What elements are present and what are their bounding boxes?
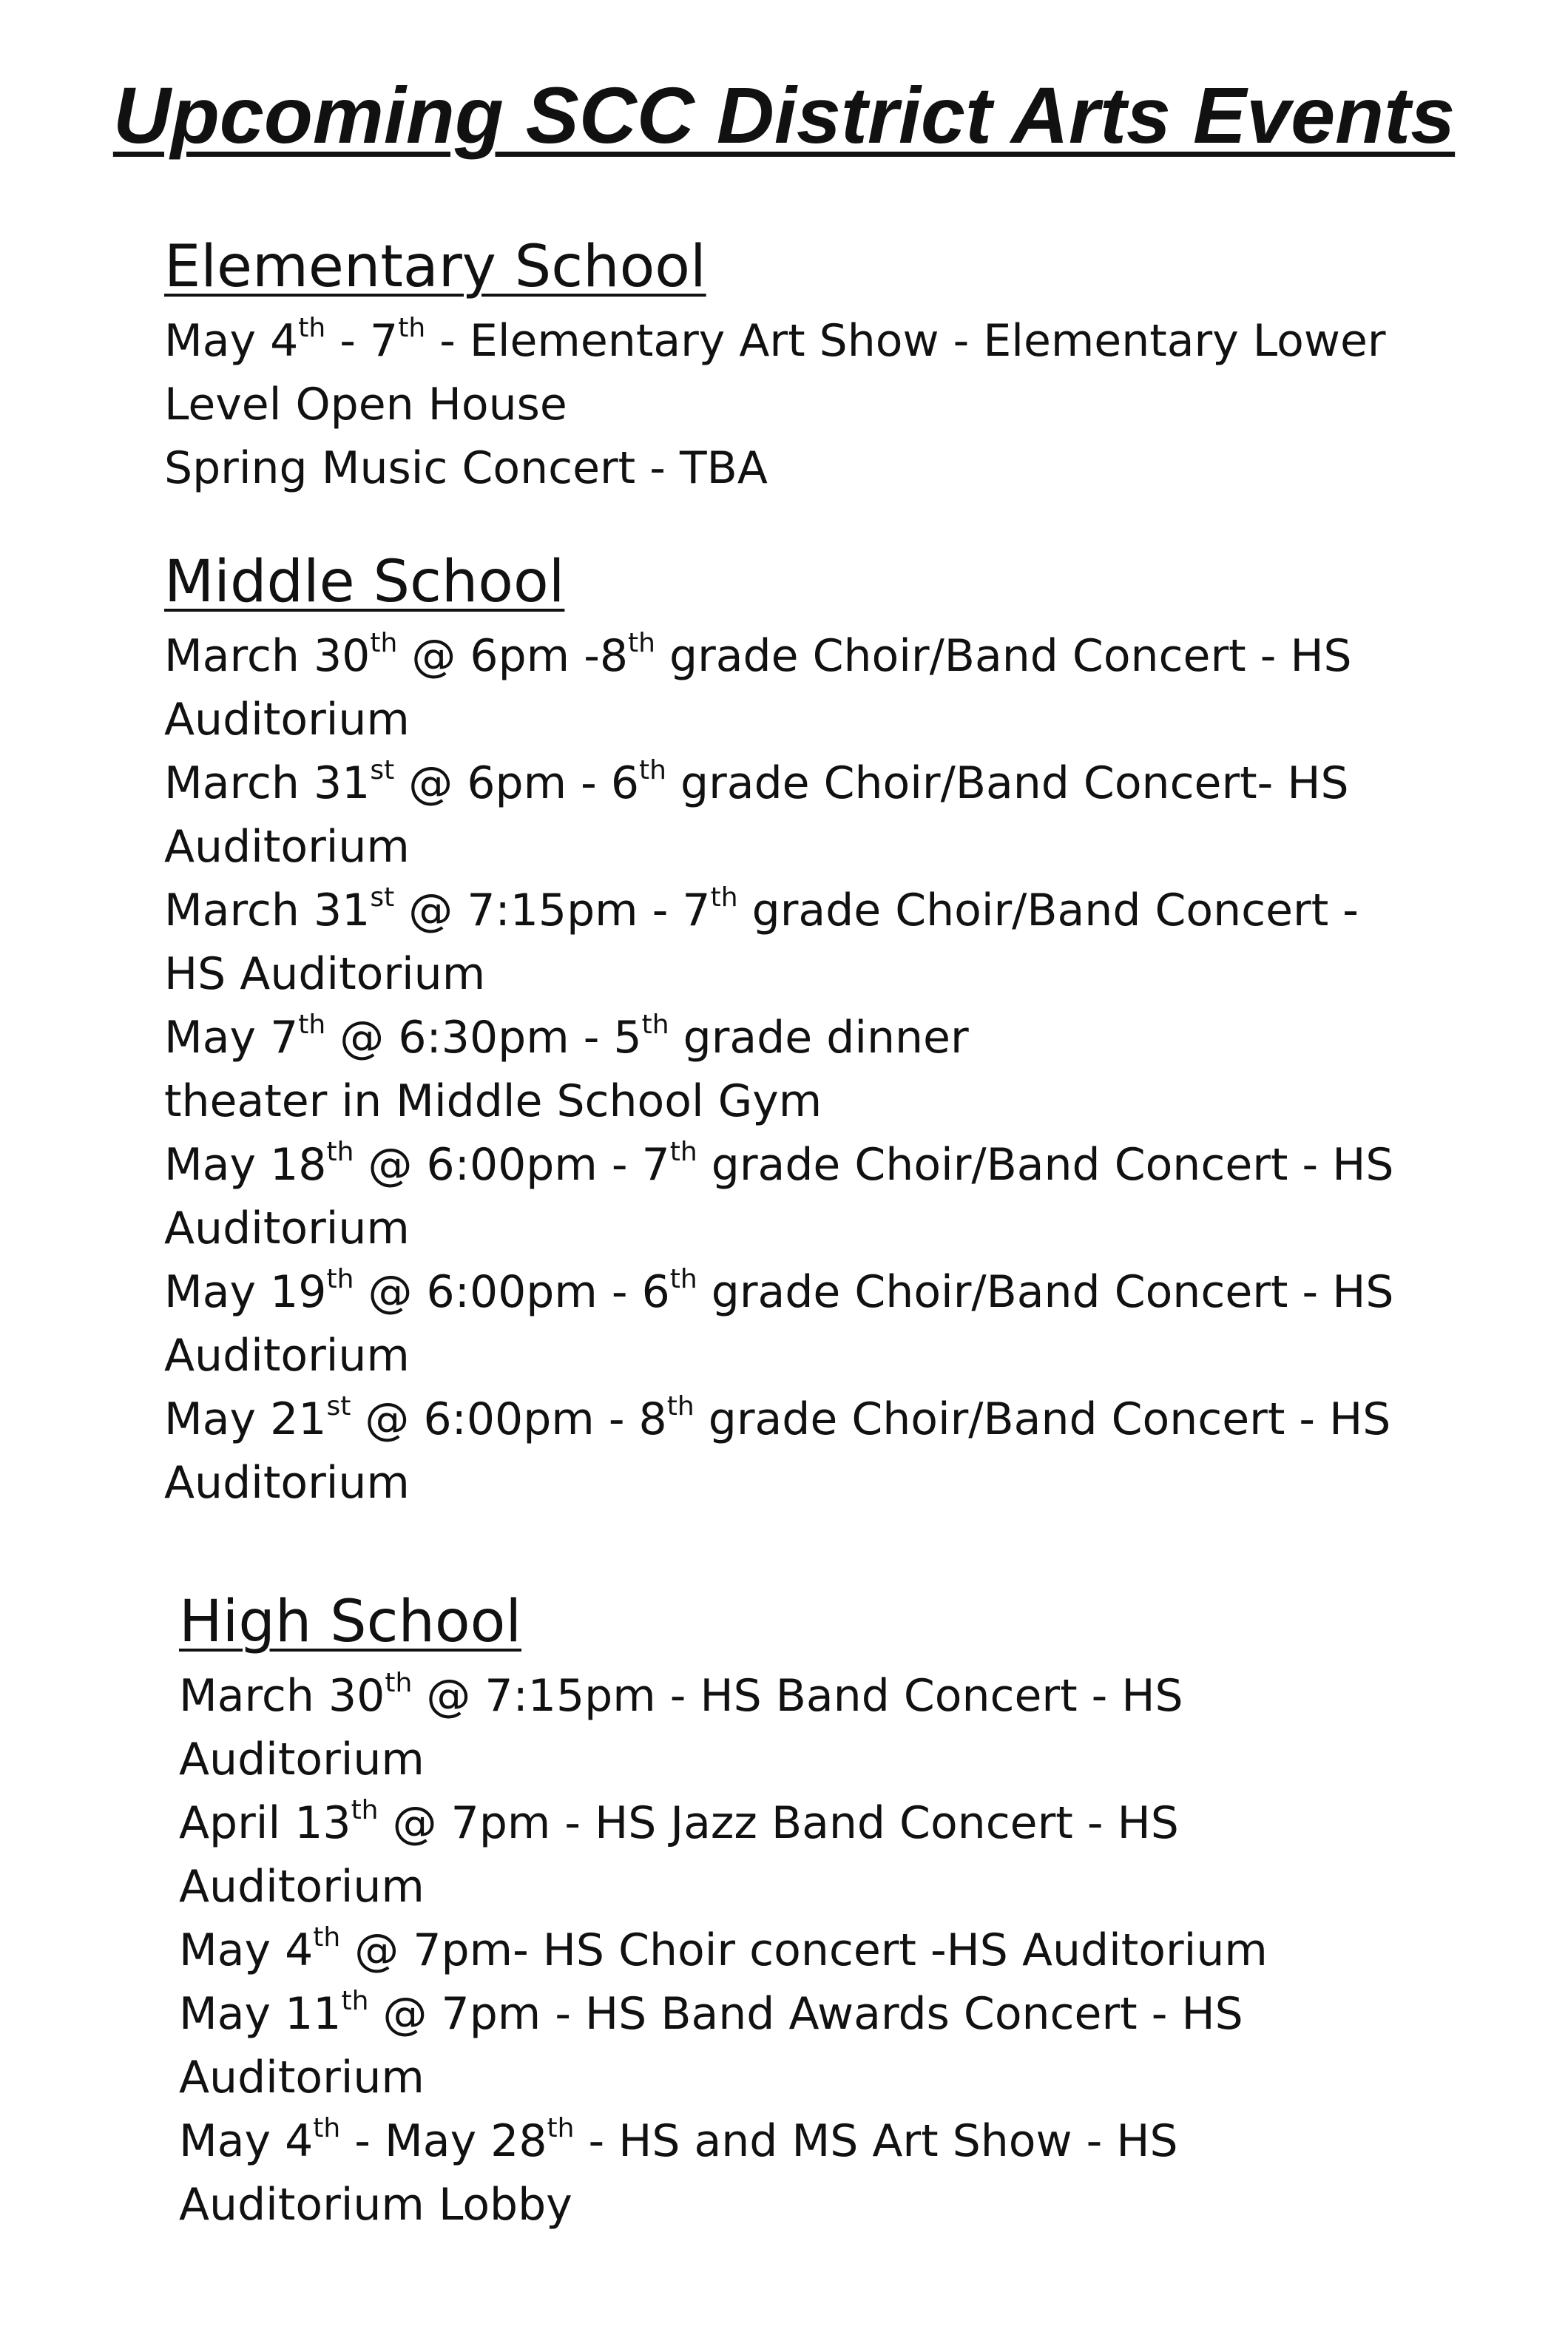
event-text: - 7 xyxy=(325,315,399,367)
event-text: @ 6pm -8 xyxy=(397,630,629,682)
event-item xyxy=(164,1260,1436,1388)
event-text: March 30 xyxy=(164,630,371,682)
event-line xyxy=(179,2046,1451,2109)
event-text: grade dinner xyxy=(669,1012,969,1064)
event-text: May 18 xyxy=(164,1139,327,1191)
event-text: - Elementary Art Show - Elementary Lower xyxy=(425,315,1386,367)
ordinal-suffix: th xyxy=(669,1264,697,1294)
ordinal-suffix: th xyxy=(669,1137,697,1167)
ordinal-suffix: th xyxy=(547,2113,575,2143)
event-line xyxy=(164,815,1436,879)
event-text: March 30 xyxy=(179,1670,385,1722)
event-line xyxy=(179,1855,1451,1919)
ordinal-suffix: th xyxy=(298,1010,326,1040)
event-item xyxy=(179,1791,1451,1919)
event-item xyxy=(164,309,1436,436)
event-text: @ 6:00pm - 8 xyxy=(351,1393,667,1445)
event-text: Auditorium xyxy=(179,2052,425,2103)
event-text: Auditorium xyxy=(164,694,410,746)
event-text: grade Choir/Band Concert - HS xyxy=(655,630,1352,682)
event-line xyxy=(164,751,1436,815)
event-line xyxy=(164,1006,1436,1069)
ordinal-suffix: th xyxy=(370,628,398,658)
page-title: Upcoming SCC District Arts Events xyxy=(112,70,1456,160)
event-text: March 31 xyxy=(164,885,371,936)
event-line xyxy=(164,688,1436,751)
event-item xyxy=(179,1919,1451,1982)
event-line xyxy=(164,879,1436,942)
ordinal-suffix: th xyxy=(398,313,426,343)
event-text: April 13 xyxy=(179,1797,351,1849)
event-item xyxy=(164,1388,1436,1515)
event-item xyxy=(179,2109,1451,2237)
event-text: @ 7pm- HS Choir concert -HS Auditorium xyxy=(340,1924,1268,1976)
event-text: @ 7pm - HS Jazz Band Concert - HS xyxy=(378,1797,1179,1849)
event-line xyxy=(179,2173,1451,2237)
ordinal-suffix: th xyxy=(639,755,666,785)
event-line xyxy=(179,1919,1451,1982)
event-line xyxy=(164,1133,1436,1197)
event-text: theater in Middle School Gym xyxy=(164,1075,822,1127)
event-line xyxy=(179,1728,1451,1791)
ordinal-suffix: th xyxy=(298,313,326,343)
event-text: - HS and MS Art Show - HS xyxy=(574,2115,1178,2167)
ordinal-suffix: th xyxy=(313,2113,341,2143)
event-text: May 4 xyxy=(179,2115,314,2167)
event-item xyxy=(179,1982,1451,2109)
elementary-school-heading: Elementary School xyxy=(164,234,706,300)
event-line xyxy=(179,1664,1451,1728)
event-text: March 31 xyxy=(164,757,371,809)
event-line xyxy=(179,1982,1451,2046)
ordinal-suffix: st xyxy=(370,755,395,785)
high-school-heading: High School xyxy=(179,1589,522,1655)
event-text: @ 6pm - 6 xyxy=(394,757,640,809)
event-line xyxy=(164,624,1436,688)
event-item xyxy=(164,1006,1436,1133)
ordinal-suffix: th xyxy=(710,882,738,913)
high-school-section xyxy=(179,1580,1451,2237)
event-line xyxy=(179,1791,1451,1855)
event-line xyxy=(164,1324,1436,1388)
event-line xyxy=(164,1451,1436,1515)
event-item xyxy=(164,751,1436,879)
ordinal-suffix: st xyxy=(370,882,395,913)
event-text: @ 6:30pm - 5 xyxy=(325,1012,642,1064)
event-text: grade Choir/Band Concert - HS xyxy=(697,1266,1394,1318)
event-text: Level Open House xyxy=(164,379,567,430)
middle-school-section xyxy=(164,540,1436,1515)
event-text: @ 7:15pm - 7 xyxy=(394,885,711,936)
event-item xyxy=(164,624,1436,751)
event-line xyxy=(164,309,1436,373)
event-line xyxy=(164,1069,1436,1133)
event-text: Spring Music Concert - TBA xyxy=(164,442,768,494)
event-text: Auditorium xyxy=(179,1861,425,1913)
ordinal-suffix: st xyxy=(326,1391,351,1422)
event-text: Auditorium xyxy=(164,1203,410,1254)
event-item xyxy=(179,1664,1451,1791)
event-text: grade Choir/Band Concert - HS xyxy=(697,1139,1394,1191)
high-event-list xyxy=(179,1664,1451,2237)
event-text: grade Choir/Band Concert - xyxy=(737,885,1359,936)
elementary-event-list xyxy=(164,309,1436,500)
event-text: Auditorium xyxy=(179,1734,425,1785)
event-text: @ 6:00pm - 7 xyxy=(354,1139,670,1191)
event-text: grade Choir/Band Concert - HS xyxy=(694,1393,1391,1445)
event-item xyxy=(164,879,1436,1006)
ordinal-suffix: th xyxy=(641,1010,669,1040)
event-text: HS Auditorium xyxy=(164,948,486,1000)
event-item xyxy=(164,436,1436,500)
event-line xyxy=(164,1197,1436,1260)
event-text: Auditorium xyxy=(164,821,410,873)
ordinal-suffix: th xyxy=(326,1264,354,1294)
event-text: grade Choir/Band Concert- HS xyxy=(666,757,1349,809)
event-line xyxy=(179,2109,1451,2173)
event-text: May 4 xyxy=(179,1924,314,1976)
elementary-school-section xyxy=(164,225,1436,500)
middle-event-list xyxy=(164,624,1436,1515)
event-text: @ 6:00pm - 6 xyxy=(354,1266,670,1318)
ordinal-suffix: th xyxy=(341,1986,369,2016)
event-text: May 11 xyxy=(179,1988,342,2040)
ordinal-suffix: th xyxy=(313,1922,341,1953)
event-line xyxy=(164,1260,1436,1324)
event-line xyxy=(164,373,1436,436)
event-text: - May 28 xyxy=(340,2115,547,2167)
event-text: Auditorium xyxy=(164,1330,410,1382)
ordinal-suffix: th xyxy=(666,1391,695,1422)
event-text: @ 7:15pm - HS Band Concert - HS xyxy=(412,1670,1183,1722)
event-text: @ 7pm - HS Band Awards Concert - HS xyxy=(368,1988,1243,2040)
ordinal-suffix: th xyxy=(385,1668,413,1698)
event-text: May 7 xyxy=(164,1012,299,1064)
ordinal-suffix: th xyxy=(326,1137,354,1167)
event-text: May 4 xyxy=(164,315,299,367)
event-item xyxy=(164,1133,1436,1260)
middle-school-heading: Middle School xyxy=(164,549,565,615)
ordinal-suffix: th xyxy=(628,628,655,658)
event-text: Auditorium Lobby xyxy=(179,2179,572,2231)
event-line xyxy=(164,1388,1436,1451)
event-line xyxy=(164,942,1436,1006)
event-text: Auditorium xyxy=(164,1457,410,1509)
ordinal-suffix: th xyxy=(351,1795,379,1825)
event-text: May 21 xyxy=(164,1393,327,1445)
event-line xyxy=(164,436,1436,500)
event-text: May 19 xyxy=(164,1266,327,1318)
